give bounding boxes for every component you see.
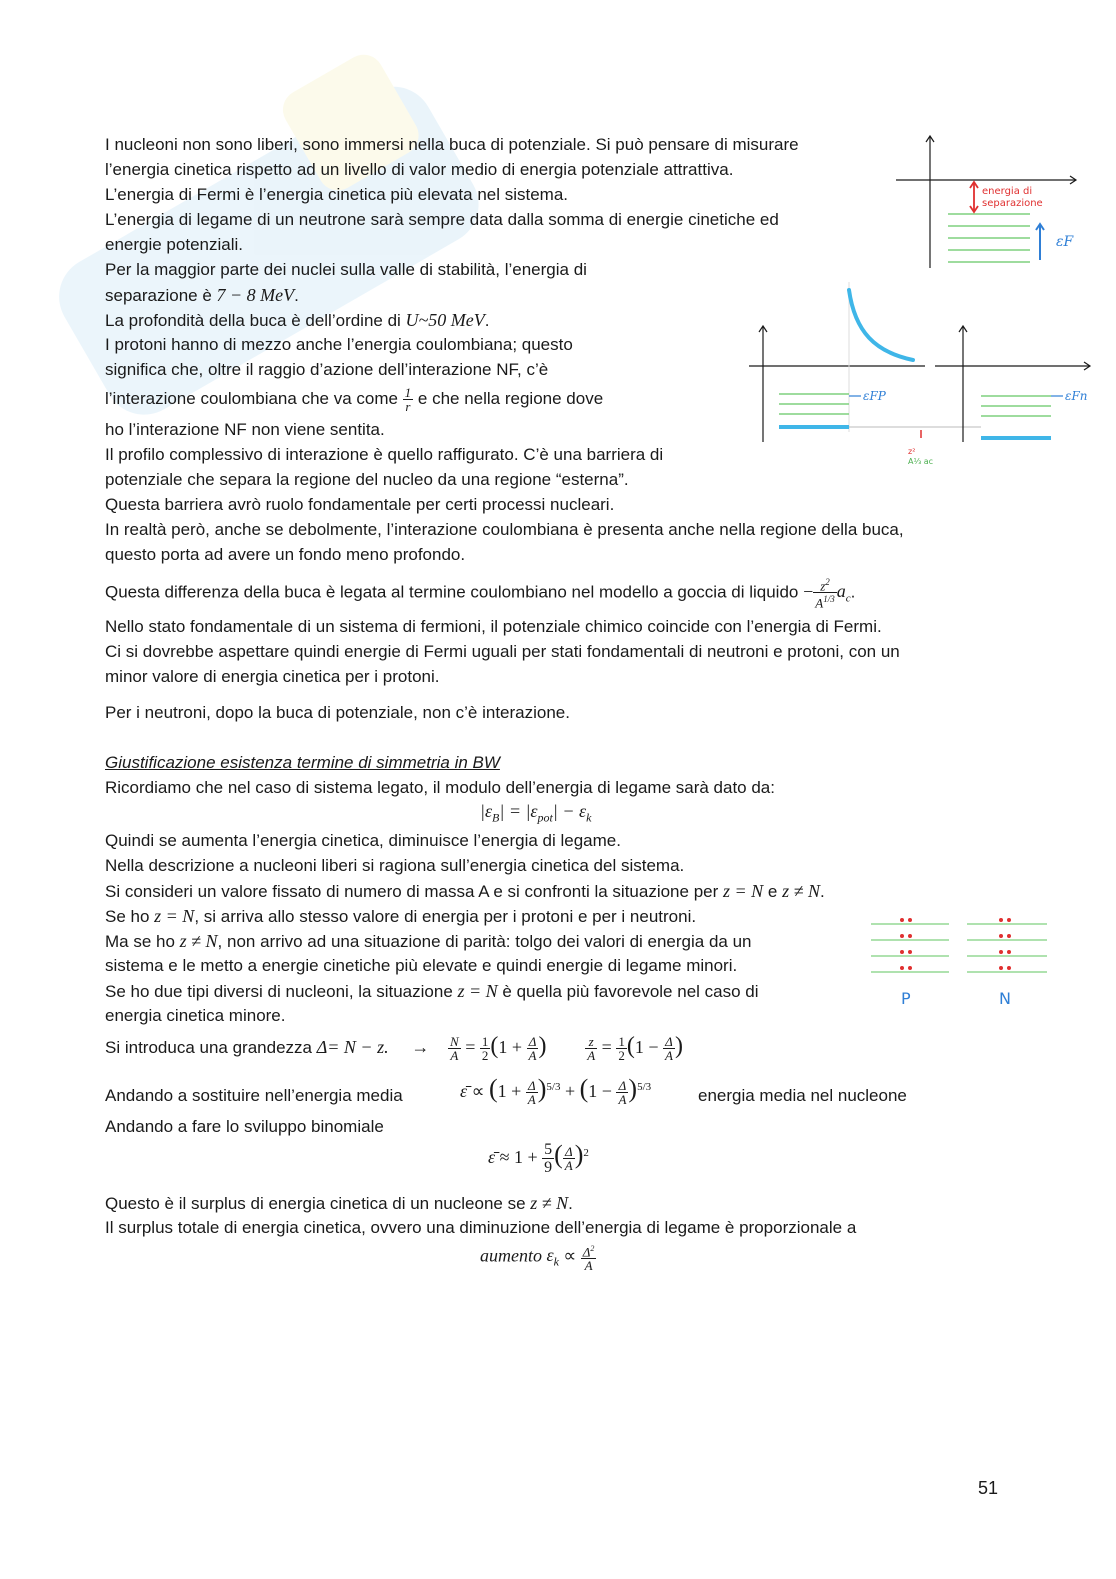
consider-mid: e: [763, 882, 783, 901]
coulomb-barrier-curve: [849, 290, 913, 360]
text-line: Il profilo complessivo di interazione è quello raffigurato. C’è una barriera di: [105, 445, 664, 464]
n-label: N: [999, 989, 1011, 1008]
math-inline: z ≠ N: [530, 1193, 569, 1213]
text-line: L’energia di Fermi è l’energia cinetica più elevata nel sistema.: [105, 185, 569, 204]
same-suffix: , si arriva allo stesso valore di energia per i protoni e per i neutroni.: [194, 907, 697, 926]
mean-energy-equation: ε̄ ∝ (1 + $\frac{\Delta}{A}$ )$^{5/3}$ + (1 − $\frac{\Delta}{A}$ )$^{5/3}$: [460, 1074, 652, 1108]
text-line: minor valore di energia cinetica per i protoni.: [105, 667, 440, 686]
consider-prefix: Si consideri un valore fissato di numero di massa A e si confronti la situazione per: [105, 882, 723, 901]
page-number: 51: [978, 1478, 999, 1498]
text-line: Questo è il surplus di energia cinetica di un nucleone se z ≠ N.: [105, 1193, 573, 1213]
text-line: questo porta ad avere un fondo meno profondo.: [105, 545, 466, 564]
coul-label-den: A⅓ ac: [908, 457, 934, 466]
text-line: energie potenziali.: [105, 235, 243, 254]
text-line: Andando a sostituire nell’energia media: [105, 1086, 403, 1105]
eps-p-label: εFP: [863, 389, 886, 403]
one-over-r-fraction: $\frac{1}{r}$: [404, 385, 412, 414]
text-line: Si consideri un valore fissato di numero di massa A e si confronti la situazione per z = N e z ≠ N.: [105, 881, 825, 901]
eps-f-label: εF: [1056, 234, 1074, 250]
text-line: Quindi se aumenta l’energia cinetica, diminuisce l’energia di legame.: [105, 831, 621, 850]
text-line: Nello stato fondamentale di un sistema di fermioni, il potenziale chimico coincide con l’energia di Fermi.: [105, 617, 882, 636]
text-line: potenziale che separa la regione del nucleo da una regione “esterna”.: [105, 470, 629, 489]
text-line: Il surplus totale di energia cinetica, ovvero una diminuzione dell’energia di legame è proporzionale a: [105, 1218, 857, 1237]
introduce-text: Si introduca una grandezza: [105, 1038, 317, 1057]
text-line: Ricordiamo che nel caso di sistema legato, il modulo dell’energia di legame sarà dato da:: [105, 778, 775, 797]
diff-prefix: Ma se ho: [105, 932, 180, 951]
text-line: I protoni hanno di mezzo anche l’energia coulombiana; questo: [105, 335, 573, 354]
n-over-a-equation: $\frac{N}{A}$ = $\frac{1}{2}$ (1 + $\frac{\Delta}{A}$ ): [450, 1033, 547, 1064]
aumento-equation: aumento $\varepsilon_k$ ∝ $\frac{\Delta^2}{A}$: [480, 1244, 595, 1274]
separation-energy-figure: [890, 128, 1090, 276]
text-line: separazione è 7 − 8 MeV.: [105, 285, 299, 305]
text-line: Questa barriera avrò ruolo fondamentale per certi processi nucleari.: [105, 495, 615, 514]
text-line: Ci si dovrebbe aspettare quindi energie di Fermi uguali per stati fondamentali di neutroni e protoni, con un: [105, 642, 900, 661]
liquid-drop-text: Questa differenza della buca è legata al termine coulombiano nel modello a goccia di liquido: [105, 582, 804, 602]
text-line: [105, 979, 759, 1004]
energy-avg-label: energia media nel nucleone: [698, 1086, 907, 1105]
text-line: Nella descrizione a nucleoni liberi si ragiona sull’energia cinetica del sistema.: [105, 856, 685, 875]
text-line: [105, 386, 603, 413]
binomial-equation: ε̄ ≈ 1 + $\frac{5}{9}$ ( $\frac{\Delta}{A}$ )$^2$: [488, 1140, 589, 1177]
surplus-prefix: Questo è il surplus di energia cinetica di un nucleone se: [105, 1194, 531, 1213]
z-over-a-equation: $\frac{z}{A}$ = $\frac{1}{2}$ (1 − $\frac{\Delta}{A}$ ): [587, 1033, 683, 1064]
text-line: ho l’interazione NF non viene sentita.: [105, 420, 385, 439]
math-inline: z ≠ N: [179, 931, 218, 951]
text-line: sistema e le metto a energie cinetiche più elevate e quindi energie di legame minori.: [105, 956, 738, 975]
coul-label-num: z²: [908, 447, 916, 456]
text-line: Questa differenza della buca è legata al termine coulombiano nel modello a goccia di liquido − $\frac{z^2}{A^{1/3}}$ $a_c$.: [105, 577, 856, 611]
p-n-levels-figure: [865, 910, 1055, 1012]
math-inline: z = N: [457, 981, 498, 1001]
text-line: l’energia cinetica rispetto ad un livello di valor medio di energia potenziale attrattiva.: [105, 160, 734, 179]
text-line: Per la maggior parte dei nuclei sulla valle di stabilità, l’energia di: [105, 260, 587, 279]
sep-energy-label-1: energia di: [982, 186, 1033, 197]
aumento-word: aumento: [480, 1245, 542, 1266]
text-line: Per i neutroni, dopo la buca di potenziale, non c’è interazione.: [105, 703, 570, 722]
depth-value: U~50 MeV: [405, 310, 485, 330]
sep-prefix: separazione è: [105, 286, 217, 305]
text-line: [105, 904, 696, 929]
text-line: significa che, oltre il raggio d’azione dell’interazione NF, c’è: [105, 360, 549, 379]
coul-suffix: e che nella regione dove: [413, 388, 604, 408]
text-line: La profondità della buca è dell’ordine di U~50 MeV.: [105, 310, 490, 330]
two-prefix: Se ho due tipi diversi di nucleoni, la situazione: [105, 982, 458, 1001]
eps-n-label: εFn: [1065, 389, 1088, 403]
sep-energy-label-2: separazione: [982, 198, 1043, 209]
text-line: Si introduca una grandezza Δ= N − z. → $\frac{N}{A}$ = $\frac{1}{2}$ (1 + $\frac{\Delta}{A}$ ) $\frac{z}{A}$ = $\frac{1}{2}$ (1 − $\frac{\Delta}{A}$ ): [105, 1033, 683, 1064]
potential-wells-figure: [745, 282, 1095, 472]
two-suffix: è quella più favorevole nel caso di: [497, 982, 759, 1001]
coulomb-term-fraction: $\frac{z^2}{A^{1/3}}$: [815, 577, 835, 611]
text-line: [105, 929, 752, 954]
text-line: L’energia di legame di un neutrone sarà sempre data dalla somma di energie cinetiche ed: [105, 210, 779, 229]
text-line: In realtà però, anche se debolmente, l’interazione coulombiana è presenta anche nella regione della buca,: [105, 520, 904, 539]
same-prefix: Se ho: [105, 907, 155, 926]
section-title: Giustificazione esistenza termine di simmetria in BW: [105, 753, 500, 772]
text-line: energia cinetica minore.: [105, 1006, 286, 1025]
math-inline: z = N: [154, 906, 195, 926]
depth-prefix: La profondità della buca è dell’ordine di: [105, 311, 406, 330]
math-inline: z = N: [723, 881, 764, 901]
binding-energy-equation: $|\varepsilon_B| = |\varepsilon_{pot}| - \varepsilon_k$: [480, 801, 592, 825]
p-label: P: [901, 989, 911, 1008]
coul-prefix: l’interazione coulombiana che va come: [105, 388, 403, 408]
text-line: I nucleoni non sono liberi, sono immersi nella buca di potenziale. Si può pensare di misurare: [105, 135, 799, 154]
sep-value: 7 − 8 MeV: [216, 285, 295, 305]
diff-suffix: , non arrivo ad una situazione di parità: tolgo dei valori di energia da un: [217, 932, 752, 951]
text-line: Andando a fare lo sviluppo binomiale: [105, 1117, 384, 1136]
math-inline: z ≠ N: [782, 881, 820, 901]
